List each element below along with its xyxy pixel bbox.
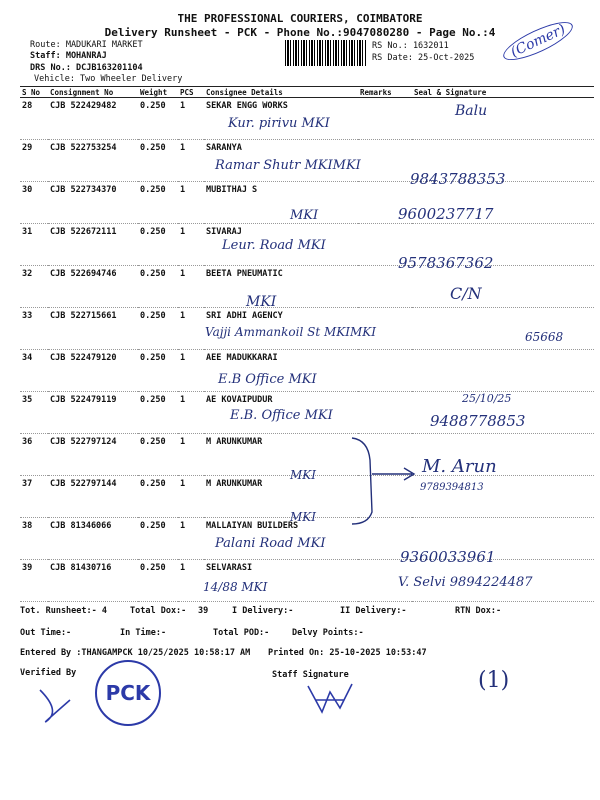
col-weight: Weight (138, 87, 178, 98)
company-title: THE PROFESSIONAL COURIERS, COIMBATORE (177, 12, 423, 25)
pck-stamp (95, 660, 161, 726)
cell-weight: 0.250 (138, 182, 178, 224)
hw-signature: 9578367362 (398, 254, 494, 272)
hw-signature: 9600237717 (398, 205, 494, 223)
cell-weight: 0.250 (138, 476, 178, 518)
hw-address: Kur. pirivu MKI (228, 116, 330, 131)
route: Route: MADUKARI MARKET (30, 40, 143, 50)
cell-consignment-no: CJB 522797144 (48, 476, 138, 518)
rs-no: RS No.: 1632011 (372, 41, 449, 51)
cell-consignee: M ARUNKUMAR (204, 476, 358, 518)
hw-signature: 25/10/25 (462, 392, 512, 405)
hw-address: MKI (290, 510, 316, 524)
page-mark: (1) (478, 668, 510, 693)
cell-consignee: SARANYA (204, 140, 358, 182)
cell-remarks (358, 140, 412, 182)
cell-pcs: 1 (178, 308, 204, 350)
cell-pcs: 1 (178, 392, 204, 434)
cell-sno: 33 (20, 308, 48, 350)
cell-remarks (358, 98, 412, 140)
verifier-signature (30, 680, 90, 730)
hw-address: MKI (246, 294, 277, 310)
hw-signature: 9843788353 (410, 170, 506, 188)
hw-address: Vajji Ammankoil St MKIMKI (205, 325, 376, 339)
cell-pcs: 1 (178, 182, 204, 224)
table-row (20, 266, 594, 308)
total-runsheet: Tot. Runsheet:- 4 (20, 606, 107, 616)
cell-weight: 0.250 (138, 140, 178, 182)
in-time: In Time:- (120, 628, 167, 638)
cell-sno: 30 (20, 182, 48, 224)
stamp-text: PCK (105, 681, 151, 705)
bracket-mark (350, 430, 420, 530)
hw-signature: 9360033961 (400, 548, 496, 566)
barcode (285, 40, 367, 66)
hw-address: MKI (290, 468, 316, 482)
cell-consignee: AE KOVAIPUDUR (204, 392, 358, 434)
col-consignee: Consignee Details (204, 87, 358, 98)
cell-weight: 0.250 (138, 224, 178, 266)
cell-consignment-no: CJB 522797124 (48, 434, 138, 476)
cell-sno: 32 (20, 266, 48, 308)
hw-address: Leur. Road MKI (222, 238, 326, 253)
cell-pcs: 1 (178, 224, 204, 266)
cell-seal-signature (412, 98, 594, 140)
table-header (20, 87, 594, 98)
staff-signature-label: Staff Signature (272, 670, 349, 680)
runsheet-title: Delivery Runsheet - PCK - Phone No.:9047080280 - Page No.:4 (104, 26, 496, 39)
cell-consignment-no: CJB 522753254 (48, 140, 138, 182)
cell-sno: 39 (20, 560, 48, 602)
cell-consignee: AEE MADUKKARAI (204, 350, 358, 392)
cell-remarks (358, 350, 412, 392)
cell-sno: 36 (20, 434, 48, 476)
cell-weight: 0.250 (138, 98, 178, 140)
handwritten-top-note: (Comer) (499, 15, 577, 67)
cell-consignee: SRI ADHI AGENCY (204, 308, 358, 350)
col-consignment: Consignment No (48, 87, 138, 98)
cell-weight: 0.250 (138, 350, 178, 392)
col-seal-signature: Seal & Signature (412, 87, 594, 98)
cell-consignment-no: CJB 522479119 (48, 392, 138, 434)
cell-consignee: SELVARASI (204, 560, 358, 602)
cell-pcs: 1 (178, 476, 204, 518)
col-sno: S No (20, 87, 48, 98)
col-remarks: Remarks (358, 87, 412, 98)
cell-weight: 0.250 (138, 266, 178, 308)
verified-by: Verified By (20, 668, 77, 678)
cell-sno: 31 (20, 224, 48, 266)
cell-consignment-no: CJB 522429482 (48, 98, 138, 140)
cell-sno: 35 (20, 392, 48, 434)
cell-consignment-no: CJB 81430716 (48, 560, 138, 602)
cell-consignee: M ARUNKUMAR (204, 434, 358, 476)
hw-signature: V. Selvi 9894224487 (398, 575, 533, 590)
hw-address: E.B Office MKI (218, 372, 317, 387)
hw-address: Palani Road MKI (215, 536, 326, 551)
hw-address: MKI (290, 208, 319, 223)
col-pcs: PCS (178, 87, 204, 98)
cell-consignee: SEKAR ENGG WORKS (204, 98, 358, 140)
cell-sno: 37 (20, 476, 48, 518)
cell-weight: 0.250 (138, 308, 178, 350)
ii-delivery: II Delivery:- (340, 606, 407, 616)
cell-pcs: 1 (178, 560, 204, 602)
cell-pcs: 1 (178, 140, 204, 182)
cell-weight: 0.250 (138, 434, 178, 476)
cell-consignment-no: CJB 81346066 (48, 518, 138, 560)
cell-pcs: 1 (178, 434, 204, 476)
hw-address: Ramar Shutr MKIMKI (215, 158, 361, 173)
hw-signature: M. Arun (422, 456, 497, 477)
cell-consignment-no: CJB 522734370 (48, 182, 138, 224)
cell-seal-signature (412, 308, 594, 350)
cell-consignment-no: CJB 522715661 (48, 308, 138, 350)
rtn-dox: RTN Dox:- (455, 606, 502, 616)
cell-pcs: 1 (178, 98, 204, 140)
printed-on: Printed On: 25-10-2025 10:53:47 (268, 648, 427, 658)
staff: Staff: MOHANRAJ (30, 51, 107, 61)
cell-sno: 34 (20, 350, 48, 392)
cell-remarks (358, 392, 412, 434)
hw-signature: 65668 (525, 330, 564, 344)
total-pod: Total POD:- (213, 628, 270, 638)
hw-address: E.B. Office MKI (230, 408, 333, 423)
delvy-points: Delvy Points:- (292, 628, 364, 638)
rs-date: RS Date: 25-Oct-2025 (372, 53, 475, 63)
cell-weight: 0.250 (138, 560, 178, 602)
cell-pcs: 1 (178, 266, 204, 308)
staff-signature (300, 678, 360, 723)
i-delivery: I Delivery:- (232, 606, 294, 616)
out-time: Out Time:- (20, 628, 72, 638)
cell-weight: 0.250 (138, 392, 178, 434)
hw-signature: 9488778853 (430, 412, 526, 430)
hw-signature: C/N (450, 284, 482, 303)
cell-weight: 0.250 (138, 518, 178, 560)
hw-signature: 9789394813 (420, 482, 484, 493)
cell-consignment-no: CJB 522479120 (48, 350, 138, 392)
hw-signature: Balu (455, 103, 488, 119)
hw-address: 14/88 MKI (203, 580, 268, 594)
cell-consignee: MUBITHAJ S (204, 182, 358, 224)
cell-consignment-no: CJB 522694746 (48, 266, 138, 308)
entered-by: Entered By :THANGAMPCK 10/25/2025 10:58:17 AM (20, 648, 251, 658)
total-dox-value: 39 (198, 606, 209, 616)
vehicle: Vehicle: Two Wheeler Delivery (34, 74, 183, 84)
drs-no: DRS No.: DCJB163201104 (30, 63, 143, 73)
cell-pcs: 1 (178, 350, 204, 392)
cell-consignee: BEETA PNEUMATIC (204, 266, 358, 308)
cell-pcs: 1 (178, 518, 204, 560)
cell-consignee: SIVARAJ (204, 224, 358, 266)
total-dox-label: Total Dox:- (130, 606, 187, 616)
cell-sno: 29 (20, 140, 48, 182)
cell-seal-signature (412, 350, 594, 392)
cell-sno: 28 (20, 98, 48, 140)
cell-consignment-no: CJB 522672111 (48, 224, 138, 266)
cell-consignee: MALLAIYAN BUILDERS (204, 518, 358, 560)
cell-sno: 38 (20, 518, 48, 560)
